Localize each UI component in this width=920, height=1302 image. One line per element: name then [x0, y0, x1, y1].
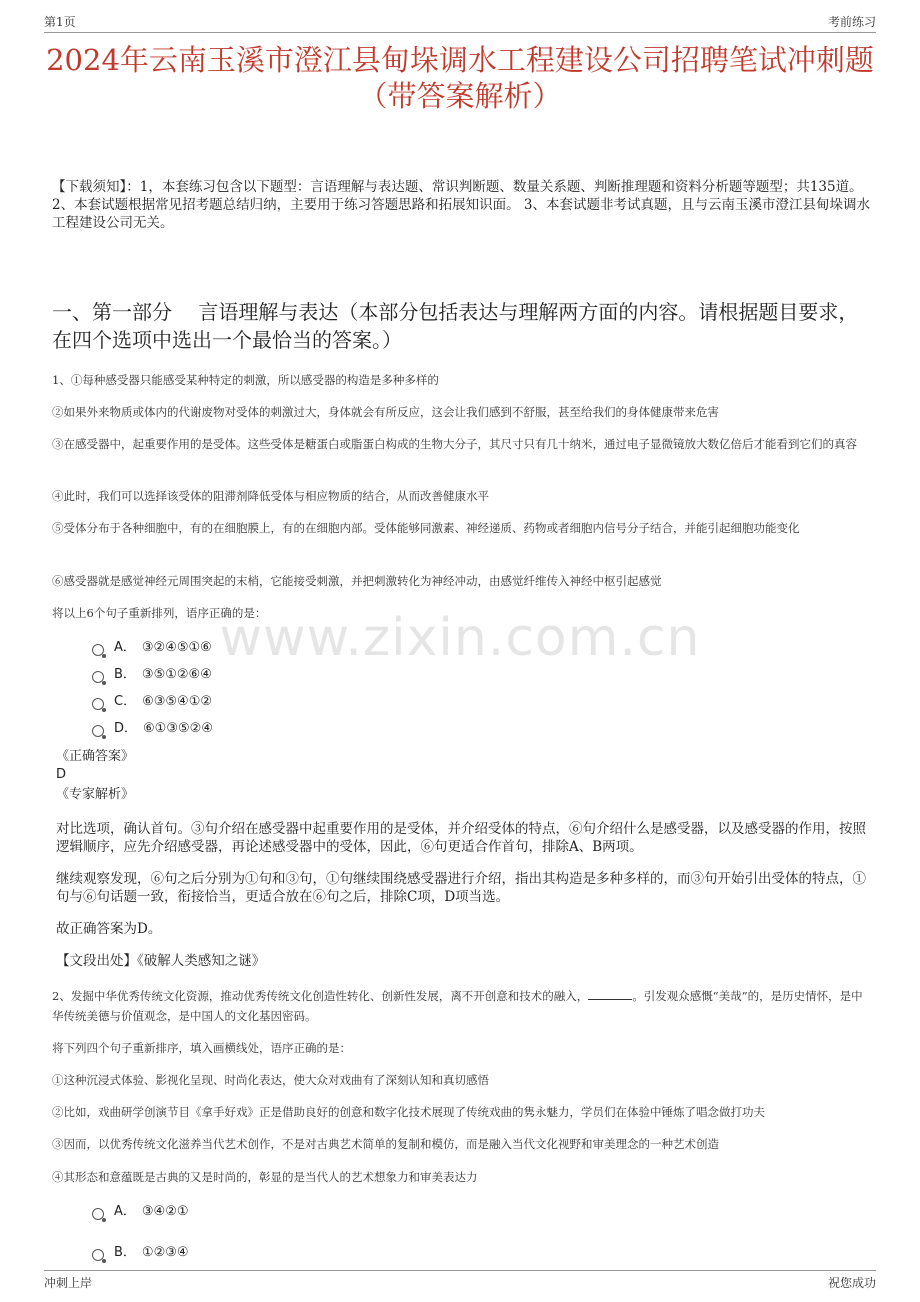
analysis-paragraph-1: 对比选项，确认首句。③句介绍在感受器中起重要作用的是受体，并介绍受体的特点，⑥句介绍什么是感受器，以及感受器的作用，按照逻辑顺序，应先介绍感受器，再论述感受器中的受体，因此，⑥句更适合作首句，排除A、B两项。	[56, 821, 866, 855]
q1-sentence-4: ④此时，我们可以选择该受体的阻滞剂降低受体与相应物质的结合，从而改善健康水平	[52, 489, 489, 503]
option-text: ③④②①	[141, 1204, 189, 1219]
q1-option-c[interactable]	[92, 692, 212, 712]
q2-sentence-3: ③因而，以优秀传统文化滋养当代艺术创作，不是对古典艺术简单的复制和模仿，而是融入当代文化视野和审美理念的一种艺术创造	[52, 1137, 719, 1151]
radio-icon[interactable]	[92, 644, 104, 656]
answer-value: D	[56, 767, 67, 782]
footer-left: 冲刺上岸	[44, 1275, 93, 1290]
q1-prompt: 将以上6个句子重新排列，语序正确的是：	[52, 606, 267, 620]
q2-prompt: 将下列四个句子重新排序，填入画横线处，语序正确的是：	[52, 1041, 351, 1055]
option-label: B．	[114, 667, 136, 682]
q1-option-b[interactable]	[92, 665, 212, 685]
download-notice: 【下载须知】：1，本套练习包含以下题型：言语理解与表达题、常识判断题、数量关系题、判断推理题和资料分析题等题型；共135道。 2、本套试题根据常见招考题总结归纳，主要用于练习答题思路和拓展知识面。 3、本套试题非考试真题，且与云南玉溪市澄江县甸垛调水工程建设公司无关。	[52, 179, 870, 231]
q1-sentence-6: ⑥感受器就是感觉神经元周围突起的末梢，它能接受刺激，并把刺激转化为神经冲动，由感觉纤维传入神经中枢引起感觉	[52, 574, 662, 588]
q2-option-b[interactable]	[92, 1243, 189, 1263]
radio-icon[interactable]	[92, 725, 104, 737]
option-label: D．	[114, 721, 138, 736]
option-text: ③②④⑤①⑥	[141, 640, 212, 655]
radio-icon[interactable]	[92, 1208, 104, 1220]
analysis-heading: 《专家解析》	[56, 787, 135, 802]
header-tag: 考前练习	[827, 14, 876, 29]
option-label: A．	[114, 640, 136, 655]
analysis-paragraph-2: 继续观察发现，⑥句之后分别为①句和③句，①句继续围绕感受器进行介绍，指出其构造是多种多样的，而③句开始引出受体的特点，①句与⑥句话题一致，衔接恰当，更适合放在⑥句之后，排除C项，D项当选。	[56, 871, 866, 905]
q2-sentence-1: ①这种沉浸式体验、影视化呈现、时尚化表达，使大众对戏曲有了深刻认知和真切感悟	[52, 1073, 489, 1087]
source-note: 【文段出处】《破解人类感知之谜》	[56, 953, 266, 969]
page-footer	[44, 1270, 876, 1293]
watermark: www.zixin.com.cn	[219, 608, 701, 668]
q1-sentence-1: 1、①每种感受器只能感受某种特定的刺激，所以感受器的构造是多种多样的	[52, 373, 439, 387]
option-text: ⑥③⑤④①②	[142, 694, 213, 709]
analysis-paragraph-3: 故正确答案为D。	[56, 921, 162, 937]
radio-icon[interactable]	[92, 698, 104, 710]
answer-heading: 《正确答案》	[56, 749, 135, 764]
q1-option-d[interactable]	[92, 719, 213, 739]
page-header	[44, 10, 876, 33]
q2-stem-part-2: 。引发观众感慨“美哉”的，是历史情怀，是中华传统美德与价值观念，是中国人的文化基因密码。	[52, 989, 863, 1023]
option-label: A．	[114, 1204, 136, 1219]
q2-stem	[52, 986, 870, 1026]
option-text: ③⑤①②⑥④	[141, 667, 212, 682]
q2-stem-part-1: 2、发掘中华优秀传统文化资源，推动优秀传统文化创造性转化、创新性发展，离不开创意和技术的融入，	[52, 989, 589, 1003]
radio-icon[interactable]	[92, 1249, 104, 1261]
section-heading: 一、第一部分 言语理解与表达（本部分包括表达与理解两方面的内容。请根据题目要求，在四个选项中选出一个最恰当的答案。）	[52, 300, 859, 352]
q1-option-a[interactable]	[92, 638, 212, 658]
q1-sentence-2: ②如果外来物质或体内的代谢废物对受体的刺激过大，身体就会有所反应，这会让我们感到不舒服，甚至给我们的身体健康带来危害	[52, 405, 719, 419]
q2-sentence-2: ②比如，戏曲研学创演节目《拿手好戏》正是借助良好的创意和数字化技术展现了传统戏曲的隽永魅力，学员们在体验中锤炼了唱念做打功夫	[52, 1105, 765, 1119]
radio-icon[interactable]	[92, 671, 104, 683]
q2-sentence-4: ④其形态和意蕴既是古典的又是时尚的，彰显的是当代人的艺术想象力和审美表达力	[52, 1170, 478, 1184]
option-label: B．	[114, 1245, 136, 1260]
q1-sentence-3: ③在感受器中，起重要作用的是受体。这些受体是糖蛋白或脂蛋白构成的生物大分子，其尺寸只有几十纳米，通过电子显微镜放大数亿倍后才能看到它们的真容	[52, 437, 857, 451]
q2-option-a[interactable]	[92, 1202, 189, 1222]
document-title: 2024年云南玉溪市澄江县甸垛调水工程建设公司招聘笔试冲刺题（带答案解析）	[46, 43, 874, 113]
q1-sentence-5: ⑤受体分布于各种细胞中，有的在细胞膜上，有的在细胞内部。受体能够同激素、神经递质、药物或者细胞内信号分子结合，并能引起细胞功能变化	[52, 521, 800, 535]
page-number: 第1页	[44, 14, 76, 29]
option-text: ①②③④	[141, 1245, 189, 1260]
option-text: ⑥①③⑤②④	[143, 721, 213, 736]
option-label: C．	[114, 694, 137, 709]
fill-blank	[588, 999, 632, 1000]
footer-right: 祝您成功	[827, 1275, 876, 1290]
